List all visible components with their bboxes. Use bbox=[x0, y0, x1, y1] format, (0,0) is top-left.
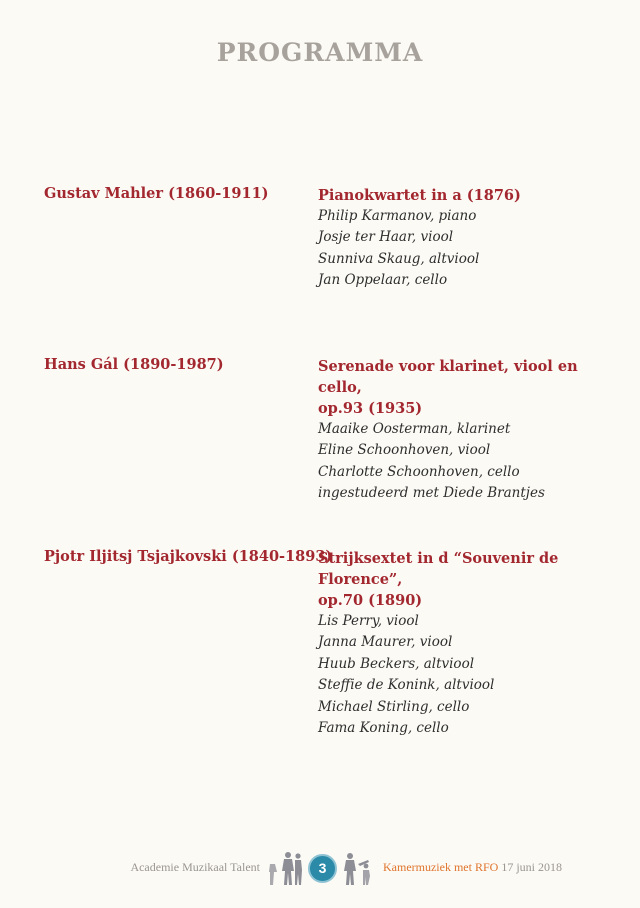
performer: Fama Koning, cello bbox=[318, 720, 449, 737]
footer-date: 17 juni 2018 bbox=[501, 860, 562, 874]
work-block bbox=[318, 356, 618, 505]
footer-event: Kamermuziek met RFO bbox=[383, 860, 499, 874]
performer-list bbox=[318, 611, 618, 739]
performer: Huub Beckers, altviool bbox=[318, 655, 475, 672]
performer: Michael Stirling, cello bbox=[318, 698, 470, 715]
work-title-continued: op.93 (1935) bbox=[318, 400, 423, 417]
performer: Jan Oppelaar, cello bbox=[318, 272, 448, 289]
performer: Lis Perry, viool bbox=[318, 613, 419, 629]
musicians-left-icon bbox=[269, 852, 302, 885]
work-block bbox=[318, 185, 618, 292]
page-title: PROGRAMMA bbox=[216, 38, 424, 67]
performer: Steffie de Konink, altviool bbox=[318, 677, 495, 694]
performer-list bbox=[318, 419, 618, 505]
footer-organization: Academie Muzikaal Talent bbox=[130, 860, 260, 874]
performer: Eline Schoonhoven, viool bbox=[318, 442, 491, 459]
work-title: Serenade voor klarinet, viool en cello, bbox=[318, 358, 578, 396]
performer: Maaike Oosterman, klarinet bbox=[318, 421, 511, 437]
performer: Charlotte Schoonhoven, cello bbox=[318, 463, 520, 480]
work-title: Pianokwartet in a (1876) bbox=[318, 187, 521, 204]
work-title-continued: op.70 (1890) bbox=[318, 592, 423, 609]
performer: Sunniva Skaug, altviool bbox=[318, 250, 480, 267]
performer: Josje ter Haar, viool bbox=[318, 229, 454, 246]
composer-name: Hans Gál (1890-1987) bbox=[44, 356, 224, 373]
performer: ingestudeerd met Diede Brantjes bbox=[318, 485, 545, 502]
work-title: Strijksextet in d “Souvenir de Florence”, bbox=[318, 550, 559, 588]
musicians-right-icon bbox=[344, 853, 370, 885]
work-block bbox=[318, 548, 618, 739]
performer: Janna Maurer, viool bbox=[318, 634, 453, 651]
performer-list bbox=[318, 206, 618, 292]
composer-name: Gustav Mahler (1860-1911) bbox=[44, 185, 269, 202]
page-number-badge: 3 bbox=[308, 854, 337, 883]
performer: Philip Karmanov, piano bbox=[318, 208, 477, 224]
composer-name: Pjotr Iljitsj Tsjajkovski (1840-1893) bbox=[44, 548, 333, 565]
footer-event-info bbox=[383, 860, 562, 875]
page-footer bbox=[0, 850, 640, 890]
